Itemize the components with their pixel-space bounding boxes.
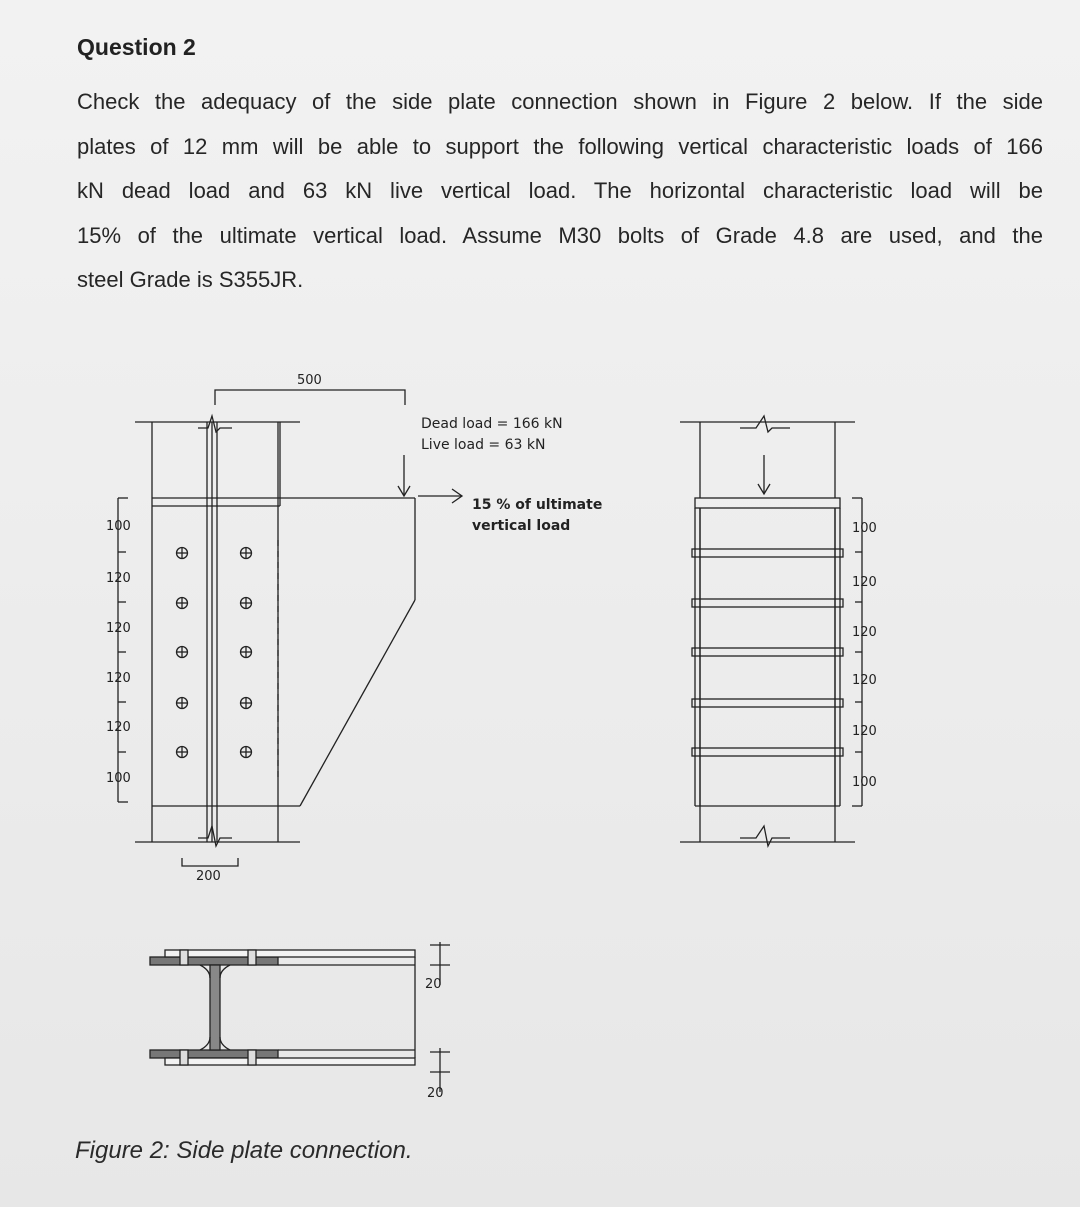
question-line: Check the adequacy of the side plate connection shown in Figure 2 below. If the side	[77, 89, 1043, 114]
side-bolt-shank	[692, 599, 843, 607]
left-spacing-label: 100	[106, 519, 131, 534]
dimension-label-width: 500	[297, 373, 322, 388]
side-bolt-shank	[692, 699, 843, 707]
left-dimension-chain	[118, 498, 128, 802]
dead-load-label: Dead load = 166 kN	[421, 416, 563, 432]
right-spacing-label: 100	[852, 521, 877, 536]
side-view	[680, 416, 855, 846]
dimension-line-width	[215, 390, 405, 405]
left-spacing-label: 100	[106, 771, 131, 786]
right-spacing-label: 120	[852, 724, 877, 739]
side-bolt-shank	[692, 549, 843, 557]
bolt-group	[177, 548, 252, 758]
right-dimension-chain	[852, 498, 862, 806]
left-spacing-label: 120	[106, 720, 131, 735]
plan-side-plate-bottom	[165, 1058, 415, 1065]
question-heading: Question 2	[77, 34, 196, 60]
side-bolt-group	[692, 549, 843, 756]
plan-dimension-bottom: 20	[427, 1086, 444, 1101]
column-web	[210, 965, 220, 1050]
plan-dimension-top: 20	[425, 977, 442, 992]
right-spacing-label: 120	[852, 575, 877, 590]
right-spacing-label: 100	[852, 775, 877, 790]
plan-side-plate-top	[165, 950, 415, 957]
side-plate-sloped-edge	[300, 600, 415, 806]
side-bolt-shank	[692, 748, 843, 756]
elevation-view	[118, 390, 862, 866]
figure-caption: Figure 2: Side plate connection.	[75, 1137, 413, 1164]
question-line: 15% of the ultimate vertical load. Assume M30 bolts of Grade 4.8 are used, and the	[77, 222, 1043, 248]
question-line: kN dead load and 63 kN live vertical load. The horizontal characteristic load will be	[77, 178, 1043, 203]
plan-view	[150, 942, 450, 1092]
left-spacing-label: 120	[106, 571, 131, 586]
right-spacing-label: 120	[852, 625, 877, 640]
right-spacing-label: 120	[852, 673, 877, 688]
question-line: plates of 12 mm will be able to support the following vertical characteristic loads of 166	[77, 133, 1043, 159]
question-line: steel Grade is S355JR.	[77, 267, 304, 292]
horizontal-load-label: 15 % of ultimate	[472, 497, 603, 513]
dimension-label-bottom: 200	[196, 869, 221, 884]
live-load-label: Live load = 63 kN	[421, 437, 546, 453]
column-top-flange	[150, 957, 278, 965]
left-spacing-label: 120	[106, 671, 131, 686]
side-bolt-shank	[692, 648, 843, 656]
horizontal-load-label-2: vertical load	[472, 518, 571, 534]
left-spacing-label: 120	[106, 621, 131, 636]
column-bottom-flange	[150, 1050, 278, 1058]
